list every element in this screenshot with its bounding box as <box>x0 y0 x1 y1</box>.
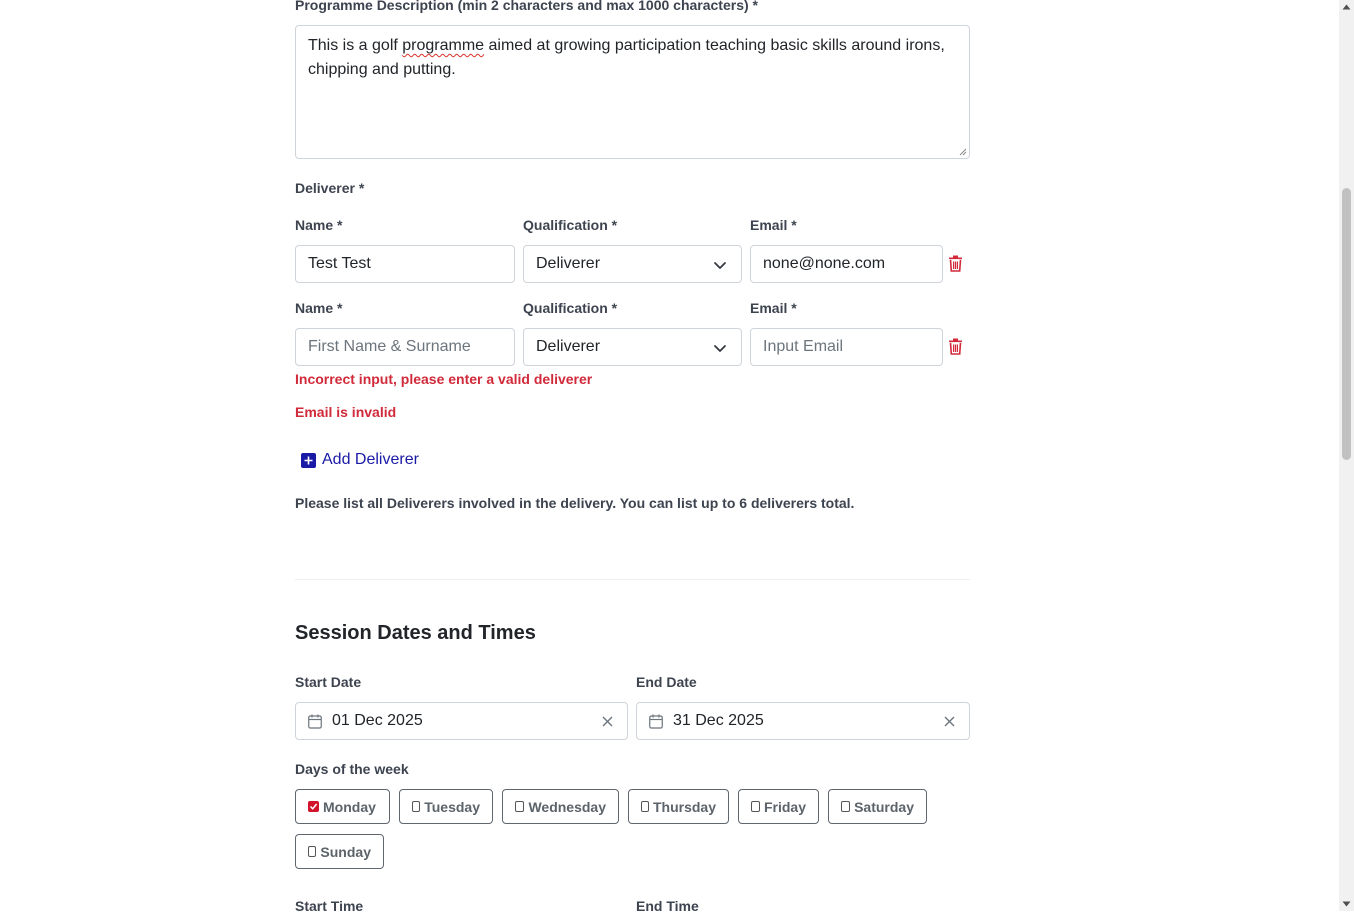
add-deliverer-label: Add Deliverer <box>322 451 419 468</box>
start-date-picker[interactable] <box>295 702 628 740</box>
scroll-down-arrow-icon[interactable] <box>1342 901 1351 907</box>
deliverer-section-label: Deliverer * <box>295 180 365 196</box>
end-date-picker[interactable] <box>636 702 970 740</box>
deliverer-email-label-2: Email * <box>750 300 797 316</box>
deliverer-email-value: none@none.com <box>763 255 886 272</box>
calendar-icon <box>649 714 663 729</box>
deliverer-name-label: Name * <box>295 217 343 233</box>
day-toggle-saturday[interactable] <box>828 789 927 824</box>
deliverer-name-placeholder: First Name & Surname <box>308 338 471 355</box>
description-text-end: aimed at growing participation teaching basic skills around irons, chipping and putting. <box>308 37 945 78</box>
deliverer-name-value: Test Test <box>308 255 371 272</box>
deliverer-qualification-select-2[interactable] <box>523 328 742 366</box>
checkbox-thursday[interactable] <box>641 801 649 812</box>
description-text-start: This is a golf <box>308 37 403 54</box>
deliverer-email-label: Email * <box>750 217 797 233</box>
day-toggle-monday[interactable] <box>295 789 390 824</box>
deliverer-email-error: Email is invalid <box>295 404 397 420</box>
end-time-label: End Time <box>636 898 699 914</box>
day-label-wednesday: Wednesday <box>528 798 606 815</box>
deliverer-qualification-value: Deliverer <box>536 255 601 272</box>
day-label-saturday: Saturday <box>854 798 914 815</box>
chevron-down-icon <box>713 341 727 355</box>
checkbox-wednesday[interactable] <box>515 801 524 812</box>
trash-icon[interactable] <box>948 338 963 355</box>
vertical-scrollbar[interactable] <box>1339 0 1354 911</box>
resize-handle-icon[interactable] <box>959 148 967 156</box>
scrollbar-thumb[interactable] <box>1342 188 1351 460</box>
deliverer-help-text: Please list all Deliverers involved in the delivery. You can list up to 6 deliverers total. <box>295 495 855 511</box>
deliverer-qualification-select[interactable] <box>523 245 742 283</box>
plus-square-icon <box>301 453 316 468</box>
start-time-label: Start Time <box>295 898 364 914</box>
checkbox-saturday[interactable] <box>841 801 850 812</box>
close-icon[interactable] <box>944 716 955 727</box>
day-toggle-thursday[interactable] <box>628 789 729 824</box>
chevron-down-icon <box>713 258 727 272</box>
day-label-thursday: Thursday <box>652 798 716 815</box>
description-textarea[interactable] <box>295 25 970 159</box>
day-toggle-tuesday[interactable] <box>399 789 493 824</box>
day-label-tuesday: Tuesday <box>424 798 480 815</box>
deliverer-qualification-label-2: Qualification * <box>523 300 618 316</box>
day-label-monday: Monday <box>323 798 376 815</box>
days-of-week-label: Days of the week <box>295 761 409 777</box>
checkmark-icon <box>309 802 318 811</box>
add-deliverer-button[interactable] <box>301 451 419 469</box>
day-toggle-sunday[interactable] <box>295 834 384 869</box>
checkbox-sunday[interactable] <box>308 846 316 857</box>
deliverer-email-placeholder: Input Email <box>763 338 844 355</box>
deliverer-name-label-2: Name * <box>295 300 343 316</box>
deliverer-name-input-2[interactable] <box>295 328 515 366</box>
calendar-icon <box>308 714 322 729</box>
section-divider <box>295 579 970 580</box>
trash-icon[interactable] <box>948 255 963 272</box>
description-label: Programme Description (min 2 characters and max 1000 characters) * <box>295 0 758 13</box>
deliverer-name-input[interactable] <box>295 245 515 283</box>
day-toggle-wednesday[interactable] <box>502 789 619 824</box>
checkbox-tuesday[interactable] <box>412 801 420 812</box>
deliverer-email-input-2[interactable] <box>750 328 943 366</box>
day-label-sunday: Sunday <box>320 843 371 860</box>
start-date-value: 01 Dec 2025 <box>332 712 423 729</box>
checkbox-friday[interactable] <box>751 801 760 812</box>
end-date-label: End Date <box>636 674 697 690</box>
deliverer-qualification-value-2: Deliverer <box>536 338 601 355</box>
day-toggle-friday[interactable] <box>738 789 819 824</box>
session-heading: Session Dates and Times <box>295 622 536 644</box>
deliverer-email-input[interactable] <box>750 245 943 283</box>
end-date-value: 31 Dec 2025 <box>673 712 764 729</box>
start-date-label: Start Date <box>295 674 362 690</box>
deliverer-qualification-label: Qualification * <box>523 217 618 233</box>
day-label-friday: Friday <box>763 798 806 815</box>
description-misspelled-word: programme <box>402 37 485 54</box>
deliverer-name-error: Incorrect input, please enter a valid deliverer <box>295 371 593 387</box>
checkbox-monday[interactable] <box>308 801 319 812</box>
scroll-up-arrow-icon[interactable] <box>1342 4 1351 10</box>
close-icon[interactable] <box>602 716 613 727</box>
